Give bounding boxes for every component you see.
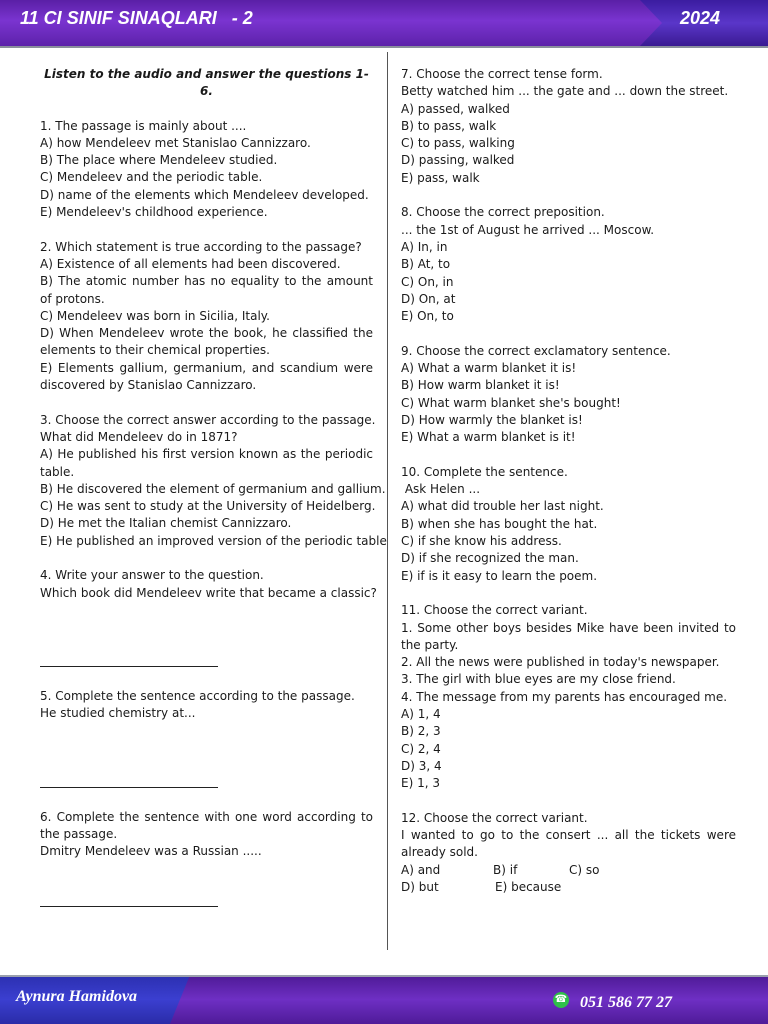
question-subtext: He studied chemistry at... xyxy=(40,706,196,721)
answer-blank-line[interactable] xyxy=(40,906,218,907)
right-column xyxy=(401,66,736,896)
answer-option: C) so xyxy=(569,862,600,877)
answer-option: A) what did trouble her last night. xyxy=(401,499,604,514)
answer-option: B) How warm blanket it is! xyxy=(401,378,560,393)
answer-option: D) if she recognized the man. xyxy=(401,551,579,566)
answer-option: D) passing, walked xyxy=(401,153,515,168)
statement: 3. The girl with blue eyes are my close friend. xyxy=(401,672,676,687)
answer-option: C) to pass, walking xyxy=(401,136,515,151)
answer-option: B) when she has bought the hat. xyxy=(401,516,598,531)
question-subtext: I wanted to go to the consert ... all the tickets were already sold. xyxy=(401,828,736,860)
question-4 xyxy=(40,567,377,667)
options-row xyxy=(401,879,736,896)
statement: 2. All the news were published in today's newspaper. xyxy=(401,655,720,670)
question-text: 6. Complete the sentence with one word according to the passage. xyxy=(40,809,373,841)
question-text: 3. Choose the correct answer according to the passage. xyxy=(40,412,376,427)
question-8 xyxy=(401,204,736,325)
question-subtext: Ask Helen ... xyxy=(401,482,481,497)
answer-option: E) Elements gallium, germanium, and scandium were discovered by Stanislao Cannizzaro. xyxy=(40,360,373,393)
question-text: 4. Write your answer to the question. xyxy=(40,568,264,583)
section-heading: Listen to the audio and answer the questions 1-6. xyxy=(44,67,369,99)
answer-option: B) He discovered the element of germanium and gallium. xyxy=(40,481,386,496)
question-subtext: What did Mendeleev do in 1871? xyxy=(40,429,238,444)
question-text: 9. Choose the correct exclamatory sentence. xyxy=(401,343,671,358)
options-row xyxy=(401,862,736,879)
answer-option: E) On, to xyxy=(401,309,454,324)
question-text: 10. Complete the sentence. xyxy=(401,464,568,479)
answer-option: C) Mendeleev and the periodic table. xyxy=(40,170,263,185)
question-9 xyxy=(401,343,736,447)
answer-option: E) He published an improved version of the periodic table xyxy=(40,533,387,548)
question-text: 11. Choose the correct variant. xyxy=(401,603,588,618)
question-11 xyxy=(401,602,736,792)
answer-option: B) The place where Mendeleev studied. xyxy=(40,153,278,168)
answer-option: A) and xyxy=(401,862,441,877)
answer-option: A) 1, 4 xyxy=(401,706,441,721)
footer-topline xyxy=(0,975,768,977)
statement: 4. The message from my parents has encouraged me. xyxy=(401,689,728,704)
header-underline xyxy=(0,46,768,48)
answer-option: D) name of the elements which Mendeleev developed. xyxy=(40,187,369,202)
question-3 xyxy=(40,412,387,550)
answer-option: C) 2, 4 xyxy=(401,741,441,756)
question-12 xyxy=(401,810,736,896)
question-subtext: Which book did Mendeleev write that became a classic? xyxy=(40,585,377,600)
whatsapp-phone-icon: ☎ xyxy=(553,992,569,1008)
question-6 xyxy=(40,809,373,908)
answer-option: B) At, to xyxy=(401,257,451,272)
answer-option: B) 2, 3 xyxy=(401,724,441,739)
answer-option: E) 1, 3 xyxy=(401,776,440,791)
page-title: 11 CI SINIF SINAQLARI - 2 xyxy=(20,8,253,28)
question-subtext: Betty watched him ... the gate and ... down the street. xyxy=(401,84,729,99)
answer-option: B) if xyxy=(493,862,518,877)
answer-option: D) When Mendeleev wrote the book, he classified the elements to their chemical properties. xyxy=(40,326,373,358)
question-text: 8. Choose the correct preposition. xyxy=(401,205,605,220)
answer-option: C) On, in xyxy=(401,274,454,289)
answer-option: B) to pass, walk xyxy=(401,118,497,133)
header-banner xyxy=(0,0,768,48)
answer-option: D) but xyxy=(401,879,439,894)
answer-option: D) On, at xyxy=(401,291,456,306)
answer-option: D) He met the Italian chemist Cannizzaro. xyxy=(40,516,292,531)
footer-banner xyxy=(0,975,768,1024)
question-text: 12. Choose the correct variant. xyxy=(401,810,588,825)
answer-option: E) pass, walk xyxy=(401,170,480,185)
question-text: 5. Complete the sentence according to the passage. xyxy=(40,688,355,703)
answer-option: A) passed, walked xyxy=(401,101,510,116)
question-subtext: Dmitry Mendeleev was a Russian ..... xyxy=(40,844,262,859)
question-subtext: ... the 1st of August he arrived ... Moscow. xyxy=(401,222,655,237)
answer-option: A) Existence of all elements had been discovered. xyxy=(40,256,341,271)
question-1 xyxy=(40,118,373,222)
author-name: Aynura Hamidova xyxy=(16,988,138,1005)
answer-option: C) What warm blanket she's bought! xyxy=(401,395,621,410)
answer-option: A) In, in xyxy=(401,239,448,254)
phone-number: 051 586 77 27 xyxy=(580,994,672,1011)
question-text: 2. Which statement is true according to the passage? xyxy=(40,239,362,254)
answer-option: E) if is it easy to learn the poem. xyxy=(401,568,598,583)
question-text: 1. The passage is mainly about .... xyxy=(40,118,247,133)
question-2 xyxy=(40,239,373,395)
answer-option: E) because xyxy=(495,879,562,894)
question-10 xyxy=(401,464,736,585)
answer-option: A) He published his first version known as the periodic table. xyxy=(40,447,373,479)
answer-option: C) He was sent to study at the University of Heidelberg. xyxy=(40,499,376,514)
answer-option: E) What a warm blanket is it! xyxy=(401,430,576,445)
question-5 xyxy=(40,688,373,788)
answer-option: A) What a warm blanket it is! xyxy=(401,361,577,376)
answer-option: D) How warmly the blanket is! xyxy=(401,412,583,427)
answer-option: B) The atomic number has no equality to the amount of protons. xyxy=(40,274,373,306)
year-label: 2024 xyxy=(679,8,720,28)
answer-option: E) Mendeleev's childhood experience. xyxy=(40,205,268,220)
answer-option: C) if she know his address. xyxy=(401,534,562,549)
column-divider xyxy=(387,52,388,950)
answer-option: D) 3, 4 xyxy=(401,758,442,773)
question-text: 7. Choose the correct tense form. xyxy=(401,67,603,81)
statement: 1. Some other boys besides Mike have been invited to the party. xyxy=(401,620,736,652)
question-7 xyxy=(401,66,736,187)
answer-option: C) Mendeleev was born in Sicilia, Italy. xyxy=(40,308,270,323)
left-column xyxy=(40,66,387,907)
answer-option: A) how Mendeleev met Stanislao Cannizzaro. xyxy=(40,135,311,150)
